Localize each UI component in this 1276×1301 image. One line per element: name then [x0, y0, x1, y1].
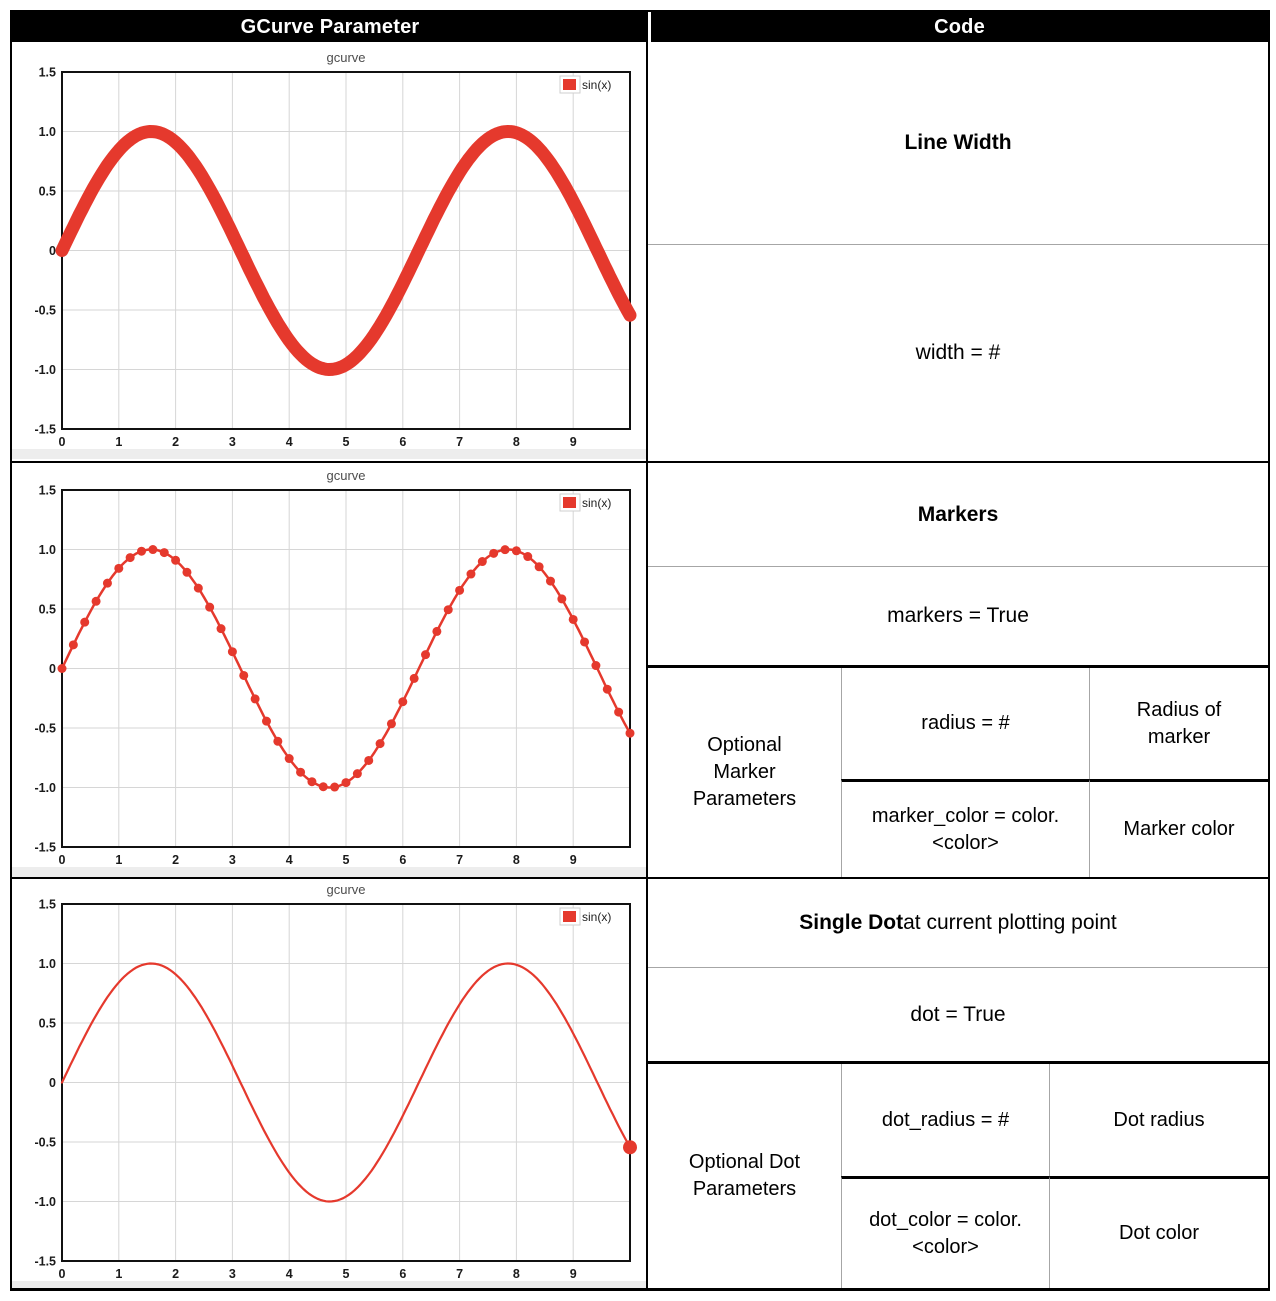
x-tick-label: 3 [228, 434, 236, 449]
curve-marker [319, 782, 328, 791]
code-snippet-width: width = # [648, 244, 1268, 461]
section-title-rest: at current plotting point [903, 911, 1117, 934]
y-tick-label: -1.0 [34, 1194, 56, 1209]
curve-marker [614, 708, 623, 717]
curve-marker [171, 556, 180, 565]
curve-marker [307, 777, 316, 786]
y-tick-label: 1.5 [38, 65, 56, 79]
sub-desc-radius: Radius of marker [1089, 668, 1268, 779]
current-point-dot [623, 1140, 637, 1154]
x-tick-label: 7 [456, 1266, 464, 1281]
curve-marker [251, 694, 260, 703]
curve-marker [489, 549, 498, 558]
curve-marker [569, 615, 578, 624]
x-tick-label: 9 [569, 1266, 577, 1281]
section-title-single-dot [648, 879, 1268, 967]
plot-background [12, 879, 646, 1288]
curve-marker [432, 627, 441, 636]
x-tick-label: 2 [172, 1266, 180, 1281]
section-title-bold: Markers [917, 502, 999, 526]
curve-marker [160, 548, 169, 557]
x-tick-label: 1 [115, 434, 123, 449]
x-tick-label: 2 [172, 434, 180, 449]
curve-marker [137, 547, 146, 556]
y-tick-label: -0.5 [34, 1135, 56, 1149]
y-tick-label: 1.5 [38, 483, 56, 498]
x-tick-label: 4 [285, 853, 293, 867]
x-tick-label: 5 [342, 434, 350, 449]
x-tick-label: 9 [569, 434, 577, 449]
code-column-single-dot [648, 879, 1268, 1288]
plot-title: gcurve [326, 468, 366, 483]
legend-label: sin(x) [582, 909, 612, 924]
table-row-single-dot [12, 877, 1268, 1288]
sub-desc-dot-color: Dot color [1049, 1176, 1268, 1288]
curve-marker [262, 717, 271, 726]
x-tick-label: 5 [342, 1266, 350, 1281]
curve-marker [387, 719, 396, 728]
subtable-label-dot: Optional Dot Parameters [688, 1151, 801, 1200]
legend-swatch-icon [563, 911, 576, 922]
curve-marker [296, 768, 305, 777]
curve-marker [342, 778, 351, 787]
curve-marker [228, 647, 237, 656]
curve-marker [273, 737, 282, 746]
plot-cell-thick-line [12, 42, 648, 461]
curve-marker [364, 756, 373, 765]
sub-code-marker-color: marker_color = color.<color> [841, 779, 1089, 877]
x-tick-label: 0 [58, 434, 66, 449]
y-tick-label: -0.5 [34, 303, 56, 317]
x-tick-label: 0 [58, 1266, 66, 1281]
x-tick-label: 5 [342, 853, 350, 867]
y-tick-label: -1.0 [34, 781, 56, 795]
curve-marker [58, 664, 67, 673]
table-header-row [12, 12, 1268, 42]
plot-bottom-band [12, 1281, 646, 1289]
column-header-gcurve-parameter: GCurve Parameter [12, 12, 648, 42]
x-tick-label: 8 [512, 853, 520, 867]
curve-marker [182, 568, 191, 577]
y-tick-label: -1.5 [34, 1254, 56, 1268]
legend-label: sin(x) [582, 496, 612, 510]
sub-code-radius: radius = # [841, 668, 1089, 779]
section-title-bold: Line Width [904, 131, 1012, 154]
x-tick-label: 7 [456, 434, 464, 449]
gcurve-parameter-table [10, 10, 1270, 1291]
y-tick-label: 1.0 [38, 956, 56, 971]
gcurve-plot-markers [12, 463, 646, 877]
plot-background [12, 463, 646, 877]
curve-marker [148, 545, 157, 554]
optional-dot-parameters-subtable [648, 1061, 1268, 1288]
x-tick-label: 6 [399, 1266, 407, 1281]
y-tick-label: 0 [49, 662, 56, 676]
curve-marker [410, 674, 419, 683]
plot-cell-markers [12, 463, 648, 877]
x-tick-label: 7 [456, 853, 464, 867]
curve-marker [80, 618, 89, 627]
x-tick-label: 8 [512, 1266, 520, 1281]
curve-marker [285, 754, 294, 763]
curve-marker [205, 603, 214, 612]
gcurve-plot-thick-line [12, 45, 646, 459]
curve-marker [217, 624, 226, 633]
x-tick-label: 4 [285, 1266, 293, 1281]
y-tick-label: -1.0 [34, 362, 56, 377]
x-tick-label: 0 [58, 853, 66, 867]
curve-marker [103, 579, 112, 588]
legend-label: sin(x) [582, 77, 612, 92]
table-row-markers [12, 461, 1268, 877]
plot-bottom-band [12, 867, 646, 877]
x-tick-label: 1 [115, 853, 123, 867]
curve-marker [444, 605, 453, 614]
x-tick-label: 3 [228, 853, 236, 867]
x-tick-label: 9 [569, 853, 577, 867]
section-title-line-width [648, 42, 1268, 244]
curve-marker [626, 729, 635, 738]
y-tick-label: 1.0 [38, 543, 56, 557]
curve-marker [239, 671, 248, 680]
code-column-line-width [648, 42, 1268, 461]
curve-marker [92, 597, 101, 606]
gcurve-plot-single-dot [12, 879, 646, 1288]
curve-marker [546, 577, 555, 586]
section-title-markers [648, 463, 1268, 566]
y-tick-label: 0.5 [38, 1016, 56, 1030]
plot-cell-single-dot [12, 879, 648, 1288]
curve-marker [114, 564, 123, 573]
x-tick-label: 1 [115, 1266, 123, 1281]
curve-marker [330, 783, 339, 792]
x-tick-label: 6 [399, 434, 407, 449]
y-tick-label: 1.5 [38, 897, 56, 911]
curve-marker [523, 552, 532, 561]
curve-marker [501, 545, 510, 554]
y-tick-label: -1.5 [34, 422, 56, 436]
y-tick-label: 0.5 [38, 602, 56, 617]
curve-marker [603, 685, 612, 694]
curve-marker [194, 584, 203, 593]
legend-swatch-icon [563, 79, 576, 90]
plot-title: gcurve [326, 49, 366, 65]
curve-marker [478, 557, 487, 566]
curve-marker [535, 562, 544, 571]
curve-marker [466, 570, 475, 579]
curve-marker [69, 640, 78, 649]
curve-marker [512, 546, 521, 555]
curve-marker [376, 739, 385, 748]
optional-marker-parameters-subtable [648, 665, 1268, 877]
x-tick-label: 6 [399, 853, 407, 867]
x-tick-label: 2 [172, 853, 180, 867]
legend-swatch-icon [563, 497, 576, 508]
plot-background [12, 45, 646, 459]
plot-title: gcurve [326, 881, 366, 897]
code-snippet-dot: dot = True [648, 967, 1268, 1061]
sub-desc-marker-color: Marker color [1089, 779, 1268, 877]
curve-marker [398, 697, 407, 706]
column-header-code: Code [651, 12, 1268, 42]
curve-marker [591, 661, 600, 670]
section-title-bold: Single Dot [799, 911, 904, 934]
code-snippet-markers: markers = True [648, 566, 1268, 665]
x-tick-label: 4 [285, 434, 293, 449]
x-tick-label: 3 [228, 1266, 236, 1281]
sub-desc-dot-radius: Dot radius [1049, 1064, 1268, 1176]
curve-marker [353, 769, 362, 778]
sub-code-dot-radius: dot_radius = # [841, 1064, 1049, 1176]
curve-marker [557, 594, 566, 603]
y-tick-label: -0.5 [34, 721, 56, 736]
y-tick-label: -1.5 [34, 840, 56, 855]
sub-code-dot-color: dot_color = color.<color> [841, 1176, 1049, 1288]
code-column-markers [648, 463, 1268, 877]
y-tick-label: 0 [49, 243, 56, 258]
table-row-line-width [12, 42, 1268, 461]
curve-marker [455, 586, 464, 595]
x-tick-label: 8 [512, 434, 520, 449]
curve-marker [421, 650, 430, 659]
y-tick-label: 1.0 [38, 124, 56, 139]
y-tick-label: 0.5 [38, 184, 56, 198]
y-tick-label: 0 [49, 1075, 56, 1090]
curve-marker [580, 637, 589, 646]
subtable-label-marker: Optional Marker Parameters [692, 734, 797, 810]
plot-bottom-band [12, 449, 646, 459]
curve-marker [126, 553, 135, 562]
